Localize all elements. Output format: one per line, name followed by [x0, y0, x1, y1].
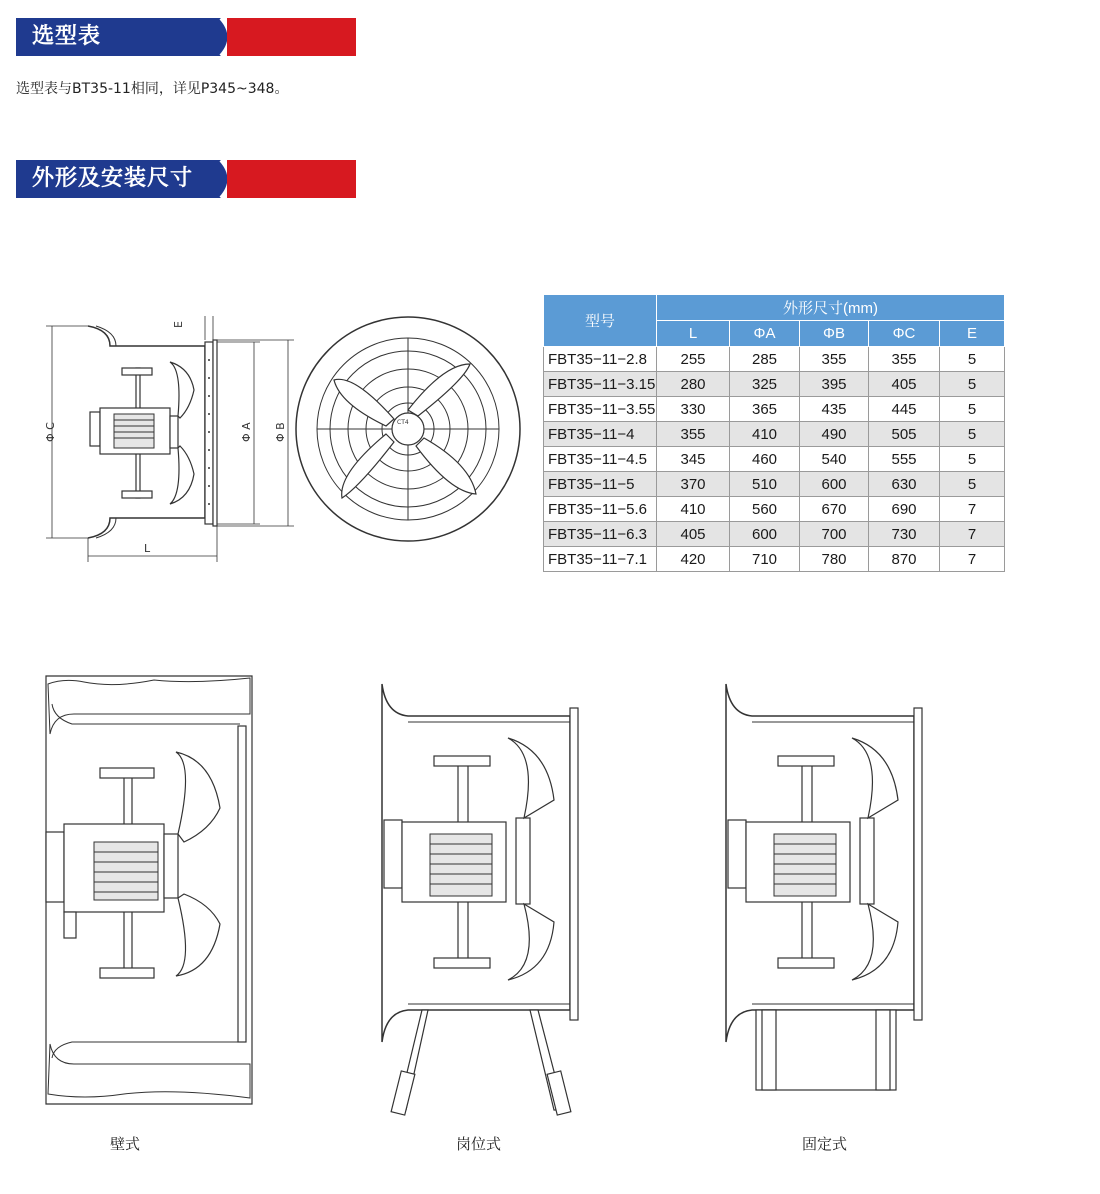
table-row: FBT35−11−3.55 330 365 435 445 5 [544, 397, 1005, 422]
table-row: FBT35−11−3.15 280 325 395 405 5 [544, 372, 1005, 397]
table-row: FBT35−11−2.8 255 285 355 355 5 [544, 347, 1005, 372]
motor-plate-label: CT4 [397, 419, 409, 426]
front-view-drawing [294, 324, 524, 554]
dimension-table [543, 294, 1005, 572]
wall-mount-drawing [44, 674, 256, 1114]
table-row: FBT35−11−4 355 410 490 505 5 [544, 422, 1005, 447]
dim-label-phi-b: Φ B [274, 422, 287, 442]
section-title: 选型表 [32, 24, 102, 49]
header-group: 外形尺寸(mm) [657, 295, 1005, 321]
col-header: L [657, 321, 730, 347]
dim-label-phi-c: Φ C [44, 422, 57, 442]
selection-note: 选型表与BT35-11相同，详见P345~348。 [16, 81, 289, 97]
dim-label-e: E [172, 321, 185, 328]
table-row: FBT35−11−5 370 510 600 630 5 [544, 472, 1005, 497]
section-header-selection [16, 18, 356, 56]
dim-label-phi-a: Φ A [240, 422, 253, 442]
side-view-drawing [40, 310, 300, 570]
col-header: ΦC [869, 321, 940, 347]
section-title: 外形及安装尺寸 [32, 166, 194, 191]
col-header: E [940, 321, 1005, 347]
fixed-mount-drawing [722, 680, 934, 1100]
dim-label-l: L [144, 542, 151, 555]
section-header-dimensions [16, 160, 356, 198]
table-row: FBT35−11−6.3 405 600 700 730 7 [544, 522, 1005, 547]
col-header: ΦA [730, 321, 800, 347]
col-header: ΦB [800, 321, 869, 347]
caption-wall: 壁式 [110, 1135, 141, 1153]
table-row: FBT35−11−5.6 410 560 670 690 7 [544, 497, 1005, 522]
header-model: 型号 [544, 295, 657, 347]
table-row: FBT35−11−4.5 345 460 540 555 5 [544, 447, 1005, 472]
caption-fixed: 固定式 [802, 1135, 848, 1153]
table-row: FBT35−11−7.1 420 710 780 870 7 [544, 547, 1005, 572]
caption-post: 岗位式 [456, 1135, 502, 1153]
post-mount-drawing [378, 680, 590, 1120]
